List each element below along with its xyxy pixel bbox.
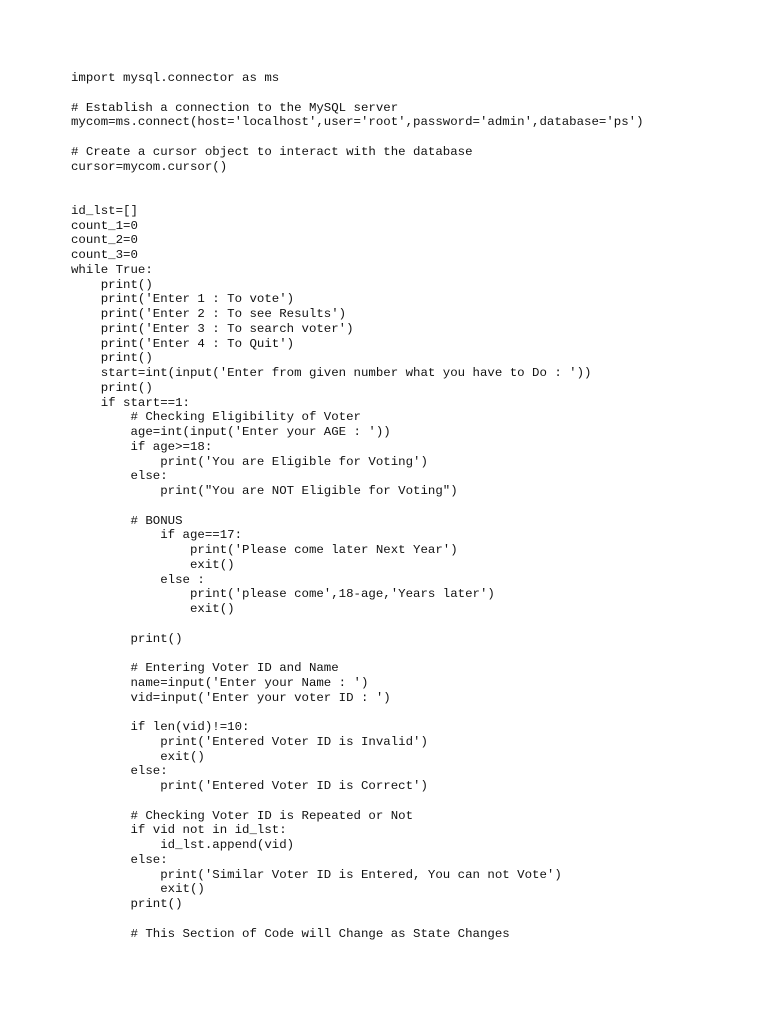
code-line: id_lst=[] [71,203,138,218]
code-line: while True: [71,262,153,277]
blank-line [71,499,644,514]
code-line: count_2=0 [71,233,138,248]
code-line: else: [71,469,168,484]
code-line: print() [71,380,153,395]
code-line: exit() [71,882,205,897]
code-line: vid=input('Enter your voter ID : ') [71,690,391,705]
code-line: # Create a cursor object to interact with the database [71,144,473,159]
code-line: print() [71,277,153,292]
code-line: print() [71,897,183,911]
code-line: if len(vid)!=10: [71,720,250,734]
code-line: print('Enter 4 : To Quit') [71,336,295,351]
code-line: # BONUS [71,513,183,528]
code-line: # Establish a connection to the MySQL server [71,100,399,115]
code-line: # Entering Voter ID and Name [71,661,339,675]
code-line: # Checking Eligibility of Voter [71,410,361,425]
blank-line [71,617,644,632]
code-line: exit() [71,749,205,764]
code-line: print('please come',18-age,'Years later') [71,587,495,602]
blank-line [71,705,644,720]
code-line: if age==17: [71,528,243,543]
blank-line [71,86,644,101]
code-line: else: [71,852,168,867]
code-line: # Checking Voter ID is Repeated or Not [71,808,414,823]
code-listing [71,71,644,941]
code-line: else: [71,764,168,779]
code-line: cursor=mycom.cursor() [71,159,228,174]
code-line: import mysql.connector as ms [71,71,280,85]
code-line: start=int(input('Enter from given number what you have to Do : ')) [71,366,592,380]
code-line: if age>=18: [71,439,213,454]
code-line: else : [71,572,205,587]
blank-line [71,912,644,927]
code-line: if start==1: [71,395,190,410]
blank-line [71,130,644,145]
code-line: # This Section of Code will Change as State Changes [71,926,510,941]
code-line: if vid not in id_lst: [71,823,287,838]
code-line: count_1=0 [71,218,138,233]
code-line: print() [71,351,153,366]
code-line: print('Similar Voter ID is Entered, You can not Vote') [71,867,562,882]
code-line: name=input('Enter your Name : ') [71,675,369,690]
code-line: print('Enter 3 : To search voter') [71,321,354,336]
code-line: print('Enter 1 : To vote') [71,292,295,307]
code-line: print('Entered Voter ID is Invalid') [71,734,428,749]
code-line: count_3=0 [71,248,138,262]
blank-line [71,646,644,661]
blank-line [71,794,644,809]
code-line: print('Entered Voter ID is Correct') [71,779,428,793]
code-line: age=int(input('Enter your AGE : ')) [71,425,391,439]
blank-line [71,189,644,204]
code-line: mycom=ms.connect(host='localhost',user='root',password='admin',database='ps') [71,115,644,130]
blank-line [71,174,644,189]
code-line: print('Enter 2 : To see Results') [71,307,347,321]
code-line: id_lst.append(vid) [71,838,295,852]
code-line: print('Please come later Next Year') [71,543,458,557]
code-line: print('You are Eligible for Voting') [71,454,428,469]
code-line: exit() [71,602,235,616]
code-line: exit() [71,557,235,572]
code-line: print() [71,631,183,646]
code-line: print("You are NOT Eligible for Voting") [71,484,458,498]
